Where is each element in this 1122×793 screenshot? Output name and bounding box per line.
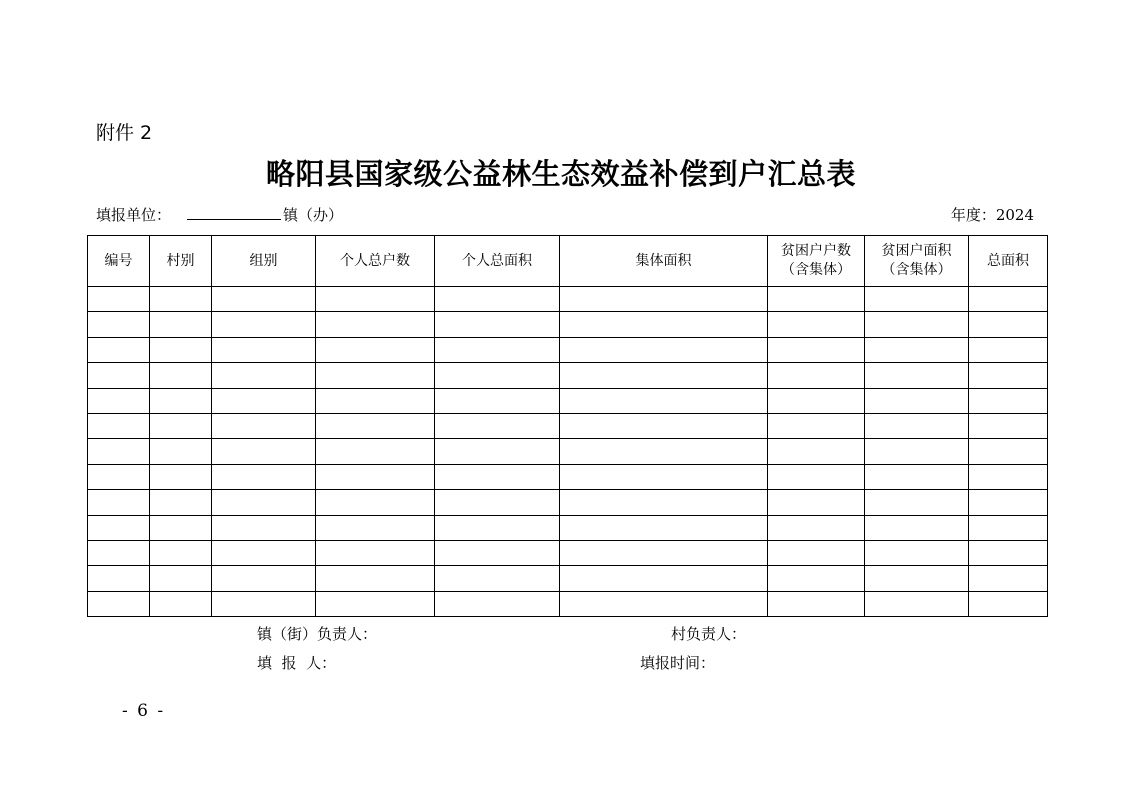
fill-time: 填报时间： xyxy=(640,654,716,672)
table-cell xyxy=(88,413,150,438)
table-cell xyxy=(865,287,969,312)
table-row xyxy=(88,540,1048,565)
table-cell xyxy=(212,287,316,312)
village-head-signature: 村负责人： xyxy=(671,625,747,643)
table-cell xyxy=(969,363,1048,388)
table-cell xyxy=(150,540,212,565)
table-cell xyxy=(88,540,150,565)
table-cell xyxy=(212,363,316,388)
table-cell xyxy=(865,337,969,362)
table-row xyxy=(88,515,1048,540)
table-cell xyxy=(560,363,768,388)
table-cell xyxy=(150,363,212,388)
table-cell xyxy=(212,591,316,616)
table-cell xyxy=(560,490,768,515)
table-cell xyxy=(969,566,1048,591)
table-header-row xyxy=(88,236,1048,287)
table-cell xyxy=(212,515,316,540)
report-year: 年度：2024 xyxy=(950,206,1034,224)
table-cell xyxy=(969,413,1048,438)
table-cell xyxy=(88,464,150,489)
table-cell xyxy=(88,515,150,540)
table-cell xyxy=(560,439,768,464)
table-cell xyxy=(969,515,1048,540)
table-cell xyxy=(88,439,150,464)
table-cell xyxy=(316,490,435,515)
table-cell xyxy=(150,591,212,616)
page-number: - 6 - xyxy=(122,701,166,721)
reporting-unit xyxy=(96,204,343,225)
header-cell: 编号 xyxy=(88,236,150,287)
table-row xyxy=(88,337,1048,362)
table-cell xyxy=(316,287,435,312)
table-row xyxy=(88,566,1048,591)
table-cell xyxy=(150,439,212,464)
table-cell xyxy=(435,363,560,388)
table-cell xyxy=(212,540,316,565)
table-cell xyxy=(969,388,1048,413)
table-cell xyxy=(88,363,150,388)
table-cell xyxy=(560,413,768,438)
table-cell xyxy=(316,464,435,489)
table-cell xyxy=(212,439,316,464)
table-cell xyxy=(560,591,768,616)
table-cell xyxy=(435,287,560,312)
header-cell: 贫困户面积 （含集体） xyxy=(865,236,969,287)
table-cell xyxy=(560,287,768,312)
table-cell xyxy=(212,566,316,591)
table-row xyxy=(88,363,1048,388)
table-row xyxy=(88,464,1048,489)
table-cell xyxy=(865,388,969,413)
table-row xyxy=(88,312,1048,337)
table-cell xyxy=(435,490,560,515)
table-cell xyxy=(768,464,865,489)
table-row xyxy=(88,413,1048,438)
table-cell xyxy=(316,337,435,362)
table-cell xyxy=(88,287,150,312)
table-cell xyxy=(969,439,1048,464)
table-cell xyxy=(865,464,969,489)
table-cell xyxy=(435,439,560,464)
table-cell xyxy=(969,287,1048,312)
table-cell xyxy=(969,490,1048,515)
table-cell xyxy=(150,388,212,413)
table-cell xyxy=(768,363,865,388)
table-cell xyxy=(150,490,212,515)
table-cell xyxy=(969,312,1048,337)
header-cell: 个人总户数 xyxy=(316,236,435,287)
table-row xyxy=(88,287,1048,312)
table-row xyxy=(88,490,1048,515)
table-cell xyxy=(316,566,435,591)
table-cell xyxy=(560,312,768,337)
table-cell xyxy=(560,515,768,540)
table-cell xyxy=(969,464,1048,489)
table-cell xyxy=(865,413,969,438)
table-cell xyxy=(316,515,435,540)
table-cell xyxy=(150,566,212,591)
table-cell xyxy=(88,312,150,337)
table-cell xyxy=(212,490,316,515)
header-cell: 组别 xyxy=(212,236,316,287)
header-cell: 贫困户户数 （含集体） xyxy=(768,236,865,287)
table-cell xyxy=(435,337,560,362)
table-cell xyxy=(88,490,150,515)
table-cell xyxy=(150,413,212,438)
table-cell xyxy=(865,591,969,616)
reporting-unit-label: 填报单位： xyxy=(96,206,172,224)
table-cell xyxy=(88,388,150,413)
table-cell xyxy=(88,591,150,616)
table-cell xyxy=(316,388,435,413)
table-cell xyxy=(435,388,560,413)
header-cell: 集体面积 xyxy=(560,236,768,287)
table-cell xyxy=(768,312,865,337)
table-cell xyxy=(150,337,212,362)
table-cell xyxy=(768,540,865,565)
table-cell xyxy=(212,337,316,362)
table-row xyxy=(88,388,1048,413)
table-cell xyxy=(88,566,150,591)
table-cell xyxy=(316,439,435,464)
table-cell xyxy=(969,540,1048,565)
table-cell xyxy=(768,287,865,312)
table-cell xyxy=(212,413,316,438)
table-cell xyxy=(435,591,560,616)
table-cell xyxy=(768,388,865,413)
table-cell xyxy=(560,464,768,489)
table-cell xyxy=(865,540,969,565)
table-cell xyxy=(150,287,212,312)
header-cell: 个人总面积 xyxy=(435,236,560,287)
table-cell xyxy=(768,490,865,515)
table-cell xyxy=(560,388,768,413)
table-cell xyxy=(969,337,1048,362)
table-cell xyxy=(150,515,212,540)
table-cell xyxy=(316,312,435,337)
table-cell xyxy=(768,413,865,438)
table-cell xyxy=(435,515,560,540)
reporting-unit-suffix: 镇（办） xyxy=(283,206,344,224)
table-cell xyxy=(435,566,560,591)
reporting-unit-blank xyxy=(187,205,281,220)
table-row xyxy=(88,591,1048,616)
table-cell xyxy=(316,591,435,616)
table-cell xyxy=(316,540,435,565)
table-cell xyxy=(768,591,865,616)
header-cell: 村别 xyxy=(150,236,212,287)
table-cell xyxy=(865,566,969,591)
table-cell xyxy=(768,515,865,540)
header-cell: 总面积 xyxy=(969,236,1048,287)
table-cell xyxy=(865,363,969,388)
table-cell xyxy=(969,591,1048,616)
table-cell xyxy=(316,363,435,388)
table-cell xyxy=(768,337,865,362)
annex-label: 附件 2 xyxy=(96,122,153,144)
table-cell xyxy=(150,464,212,489)
table-cell xyxy=(435,312,560,337)
table-row xyxy=(88,439,1048,464)
table-cell xyxy=(435,464,560,489)
table-cell xyxy=(435,540,560,565)
table-cell xyxy=(435,413,560,438)
filler-signature: 填 报 人： xyxy=(257,654,337,672)
table-cell xyxy=(150,312,212,337)
table-body xyxy=(88,287,1048,617)
table-cell xyxy=(212,312,316,337)
table-cell xyxy=(768,566,865,591)
table-cell xyxy=(560,540,768,565)
table-cell xyxy=(865,439,969,464)
summary-table xyxy=(87,235,1048,617)
table-cell xyxy=(865,312,969,337)
table-cell xyxy=(865,515,969,540)
town-head-signature: 镇（街）负责人： xyxy=(257,625,378,643)
table-cell xyxy=(88,337,150,362)
table-cell xyxy=(212,388,316,413)
table-cell xyxy=(212,464,316,489)
table-cell xyxy=(768,439,865,464)
document-title: 略阳县国家级公益林生态效益补偿到户汇总表 xyxy=(265,157,856,191)
table-cell xyxy=(865,490,969,515)
table-cell xyxy=(560,566,768,591)
table-cell xyxy=(316,413,435,438)
table-cell xyxy=(560,337,768,362)
